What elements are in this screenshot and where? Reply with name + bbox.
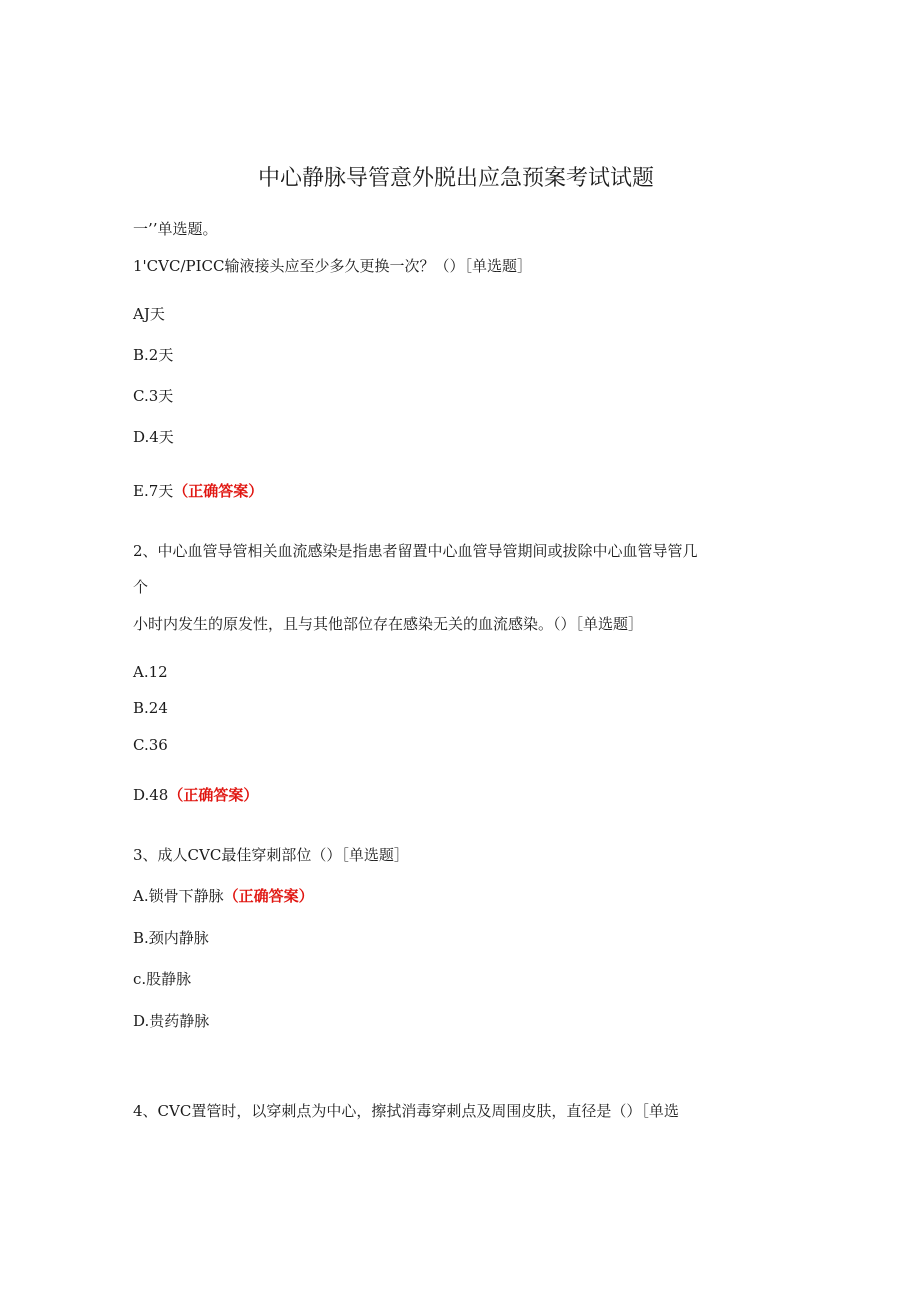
question-1-option-e [133, 481, 263, 501]
option-text: A.锁骨下静脉 [133, 887, 224, 905]
question-1-option-a: AJ天 [133, 305, 165, 323]
option-text: E.7天 [133, 482, 174, 500]
question-2-stem-line-1: 2、中心血管导管相关血流感染是指患者留置中心血管导管期间或拔除中心血管导管几 [133, 542, 698, 560]
question-3-option-b: B.颈内静脉 [133, 929, 209, 947]
question-2-option-b: B.24 [133, 699, 168, 717]
question-2-stem-line-3: 小时内发生的原发性，且与其他部位存在感染无关的血流感染。（）［单选题］ [133, 615, 644, 633]
question-2-stem-line-2: 个 [133, 578, 149, 596]
section-heading: 一’’单选题。 [133, 220, 218, 238]
question-3-option-a [133, 886, 314, 906]
question-1-option-b: B.2天 [133, 346, 174, 364]
question-2-option-d [133, 785, 258, 805]
question-3-stem: 3、成人CVC最佳穿刺部位（）［单选题］ [133, 846, 409, 864]
question-2-option-c: C.36 [133, 736, 168, 754]
question-1-option-c: C.3天 [133, 387, 174, 405]
correct-answer-mark: （正确答案） [223, 887, 314, 905]
question-4-stem: 4、CVC置管时，以穿刺点为中心，擦拭消毒穿刺点及周围皮肤，直径是（）［单选 [133, 1102, 679, 1120]
question-1-stem: 1'CVC/PICC输液接头应至少多久更换一次？（）［单选题］ [133, 257, 532, 275]
question-1-option-d: D.4天 [133, 428, 174, 446]
page-title: 中心静脉导管意外脱出应急预案考试试题 [257, 166, 654, 191]
correct-answer-mark: （正确答案） [168, 786, 259, 804]
correct-answer-mark: （正确答案） [173, 482, 264, 500]
option-text: D.48 [133, 786, 169, 804]
question-2-option-a: A.12 [133, 663, 168, 681]
question-3-option-c: c.股静脉 [133, 970, 192, 988]
question-3-option-d: D.贵药静脉 [133, 1012, 210, 1030]
